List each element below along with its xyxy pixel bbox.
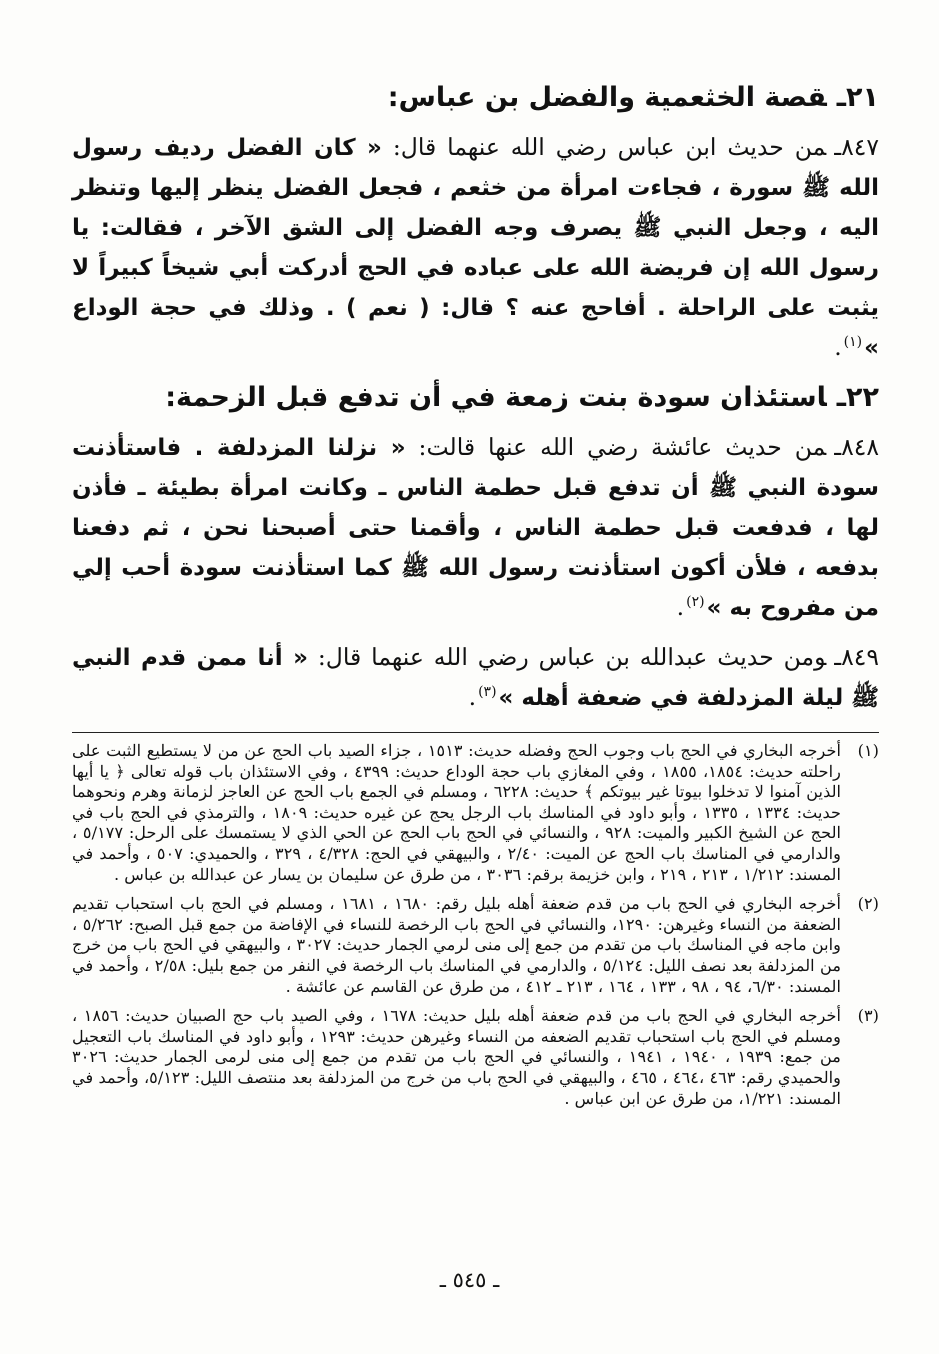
footnote-1 xyxy=(72,741,879,885)
footnote-2 xyxy=(72,894,879,997)
hadith-quote: « كان الفضل رديف رسول الله ﷺ سورة ، فجاءت امرأة من خثعم ، فجعل الفضل ينظر إليها وتنظر اليه ، وجعل النبي ﷺ يصرف وجه الفضل إلى الشق الآخر ، فقالت: يا رسول الله إن فريضة الله على عباده في الحج أدركت أبي شيخاً كبيراً لا يثبت على الراحلة . أفاحج عنه ؟ قال: ( نعم ) . وذلك في حجة الوداع » xyxy=(72,135,879,361)
section-heading-22 xyxy=(72,378,879,418)
footnote-divider xyxy=(72,732,879,733)
hadith-number: ٨٤٨ـ xyxy=(834,433,879,461)
section-title: قصة الخثعمية والفضل بن عباس: xyxy=(387,82,827,113)
footnote-ref[interactable]: (١) xyxy=(843,334,863,351)
section-heading-21 xyxy=(72,78,879,118)
section-number: ٢١ـ xyxy=(836,82,879,113)
hadith-849 xyxy=(72,638,879,718)
sentence-end: . xyxy=(676,593,685,621)
hadith-847 xyxy=(72,128,879,368)
footnote-number: (٣) xyxy=(857,1006,879,1026)
hadith-quote: « نزلنا المزدلفة . فاستأذنت سودة النبي ﷺ أن تدفع قبل حطمة الناس ـ وكانت امرأة بطيئة ـ فأذن لها ، فدفعت قبل حطمة الناس ، وأقمنا حتى أصبحنا نحن ، ثم دفعنا بدفعه ، فلأن أكون استأذنت رسول الله ﷺ كما استأذنت سودة أحب إلي من مفروح به » xyxy=(72,435,879,621)
hadith-number: ٨٤٧ـ xyxy=(834,133,879,161)
footnote-number: (٢) xyxy=(857,894,879,914)
page-body xyxy=(72,78,879,1118)
page-number: ـ ٥٤٥ ـ xyxy=(439,1268,500,1292)
sentence-end: . xyxy=(468,683,477,711)
footnote-ref[interactable]: (٣) xyxy=(478,684,497,701)
footnote-ref[interactable]: (٢) xyxy=(686,594,705,611)
sentence-end: . xyxy=(834,333,842,361)
footnote-number: (١) xyxy=(857,741,879,760)
section-title: استئذان سودة بنت زمعة في أن تدفع قبل الزحمة: xyxy=(165,382,827,413)
footnote-text: أخرجه البخاري في الحج باب من قدم ضعفة أهله بليل رقم: ١٦٨٠ ، ١٦٨١ ، ومسلم في الحج باب استحباب تقديم الضعفة من النساء وغيرهن: ١٢٩٠، والنسائي في الحج باب الرخصة للنساء في الإفاضة من جمع قبل الصبح: ٥/٢٦٢ ، وابن ماجه في المناسك باب من تقدم من جمع إلى منى لرمي الجمار حديث: ٣٠٢٧ ، والبيهقي في الحج باب من خرج من المزدلفة بعد نصف الليل: ٥/١٢٤ ، والدارمي في المناسك باب الرخصة في النفر من جمع بليل: ٢/٥٨ ، وأحمد في المسند: ٦/٣٠، ٩٤ ، ٩٨ ، ١٣٣ ، ١٦٤ ، ٢١٣ ـ ٤١٢ ، من طرق عن القاسم عن عائشة . xyxy=(72,894,841,996)
footnote-text: أخرجه البخاري في الحج باب من قدم ضعفة أهله بليل حديث: ١٦٧٨ ، وفي الصيد باب حج الصبيان حديث: ١٨٥٦ ، ومسلم في الحج باب استحباب تقديم الضعفه من النساء وغيرهن حديث: ١٢٩٣ ، وأبو داود في المناسك باب التعجيل من جمع: ١٩٣٩ ، ١٩٤٠ ، ١٩٤١ ، والنسائي في الحج باب من تقدم من جمع إلى منى لرمى الجمار حديث: ٣٠٢٦ والحميدي رقم: ٤٦٣ ،٤٦٤ ، ٤٦٥ ، والبيهقي في الحج باب من خرج من المزدلفة بعد منتصف الليل: ٥/١٢٣، وأحمد في المسند: ١/٢٢١، من طرق عن ابن عباس . xyxy=(72,1006,842,1108)
section-number: ٢٢ـ xyxy=(836,382,879,413)
footnote-3 xyxy=(72,1006,879,1109)
footnote-text: أخرجه البخاري في الحج باب وجوب الحج وفضله حديث: ١٥١٣ ، جزاء الصيد باب الحج عن من لا يستطيع الثبت على راحلته حديث: ١٨٥٤، ١٨٥٥ ، وفي المغازي باب حجة الوداع حديث: ٤٣٩٩ ، وفي الاستئذان باب قوله تعالى ﴿ يا أيها الذين آمنوا لا تدخلوا بيوتا غير بيوتكم ﴾ حديث: ٦٢٢٨ ، ومسلم في الجمع باب الحج عن العاجز لزمانة وهرم ونحوهما حديث: ١٣٣٤ ، ١٣٣٥ ، وأبو داود في المناسك باب الرجل يحج عن غيره حديث: ١٨٠٩ ، والترمذي في الحج باب في الحج عن الشيخ الكبير والميت: ٩٢٨ ، والنسائي في الحج باب الحج عن الحي الذي لا يستمسك على الرحل: ٥/١٧٧ ، والدارمي في المناسك باب الحج عن الميت: ٢/٤٠ ، والبيهقي في الحج: ٤/٣٢٨ ، ٣٢٩ ، والحميدي: ٥٠٧ ، وأحمد في المسند: ١/٢١٢ ، ٢١٣ ، ٢١٩ ، وابن خزيمة برقم: ٣٠٣٦ ، من طرق عن سليمان بن يسار عن عبدالله بن عباس . xyxy=(72,741,841,884)
hadith-lead: ومن حديث عبدالله بن عباس رضي الله عنهما قال: xyxy=(307,643,827,671)
hadith-lead: من حديث عائشة رضي الله عنها قالت: xyxy=(405,433,827,461)
hadith-848 xyxy=(72,428,879,628)
hadith-lead: من حديث ابن عباس رضي الله عنهما قال: xyxy=(381,133,827,161)
hadith-quote: « أنا ممن قدم النبي ﷺ ليلة المزدلفة في ضعفة أهله » xyxy=(72,645,879,711)
hadith-number: ٨٤٩ـ xyxy=(834,643,880,671)
